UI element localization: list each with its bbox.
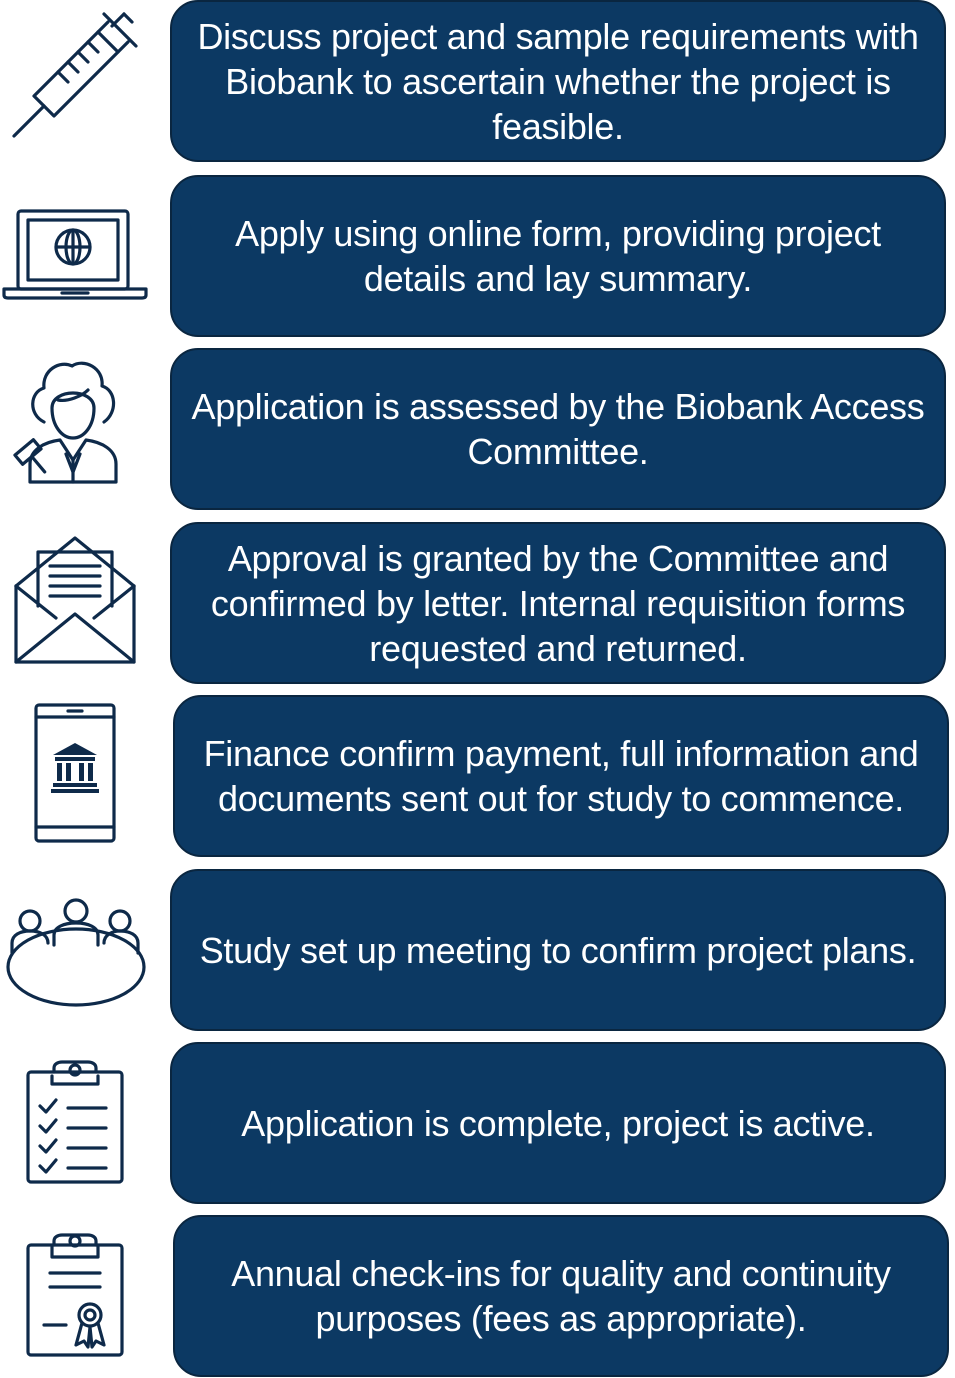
step-4-box xyxy=(170,522,946,684)
step-3 xyxy=(0,348,955,510)
step-8-text: Annual check-ins for quality and continuity purposes (fees as appropriate). xyxy=(231,1253,891,1339)
step-7-text: Application is complete, project is active. xyxy=(241,1102,875,1144)
step-8-box xyxy=(173,1215,949,1377)
judge-gavel-icon xyxy=(0,348,160,510)
laptop-globe-icon xyxy=(0,175,160,337)
clipboard-certificate-icon xyxy=(0,1215,160,1377)
step-2-text: Apply using online form, providing project details and lay summary. xyxy=(235,213,881,299)
step-3-text: Application is assessed by the Biobank Access Committee. xyxy=(191,386,925,472)
step-2 xyxy=(0,175,955,337)
step-8 xyxy=(0,1215,955,1377)
step-3-box xyxy=(170,348,946,510)
meeting-table-icon xyxy=(0,869,160,1031)
step-7 xyxy=(0,1042,955,1204)
step-5 xyxy=(0,695,955,857)
envelope-letter-icon xyxy=(0,522,160,684)
step-1-box xyxy=(170,0,946,162)
step-4-text: Approval is granted by the Committee and confirmed by letter. Internal requisition forms requested and returned. xyxy=(210,537,906,669)
syringe-icon xyxy=(0,0,160,162)
clipboard-checklist-icon xyxy=(0,1042,160,1204)
step-6-box xyxy=(170,869,946,1031)
step-4 xyxy=(0,522,955,684)
step-1-text: Discuss project and sample requirements with Biobank to ascertain whether the project is feasible. xyxy=(197,15,919,147)
step-5-box xyxy=(173,695,949,857)
step-7-box xyxy=(170,1042,946,1204)
step-6-text: Study set up meeting to confirm project plans. xyxy=(199,929,917,971)
phone-bank-icon xyxy=(0,695,160,857)
step-5-text: Finance confirm payment, full information and documents sent out for study to commence. xyxy=(203,733,919,819)
step-1 xyxy=(0,0,955,162)
step-6 xyxy=(0,869,955,1031)
step-2-box xyxy=(170,175,946,337)
